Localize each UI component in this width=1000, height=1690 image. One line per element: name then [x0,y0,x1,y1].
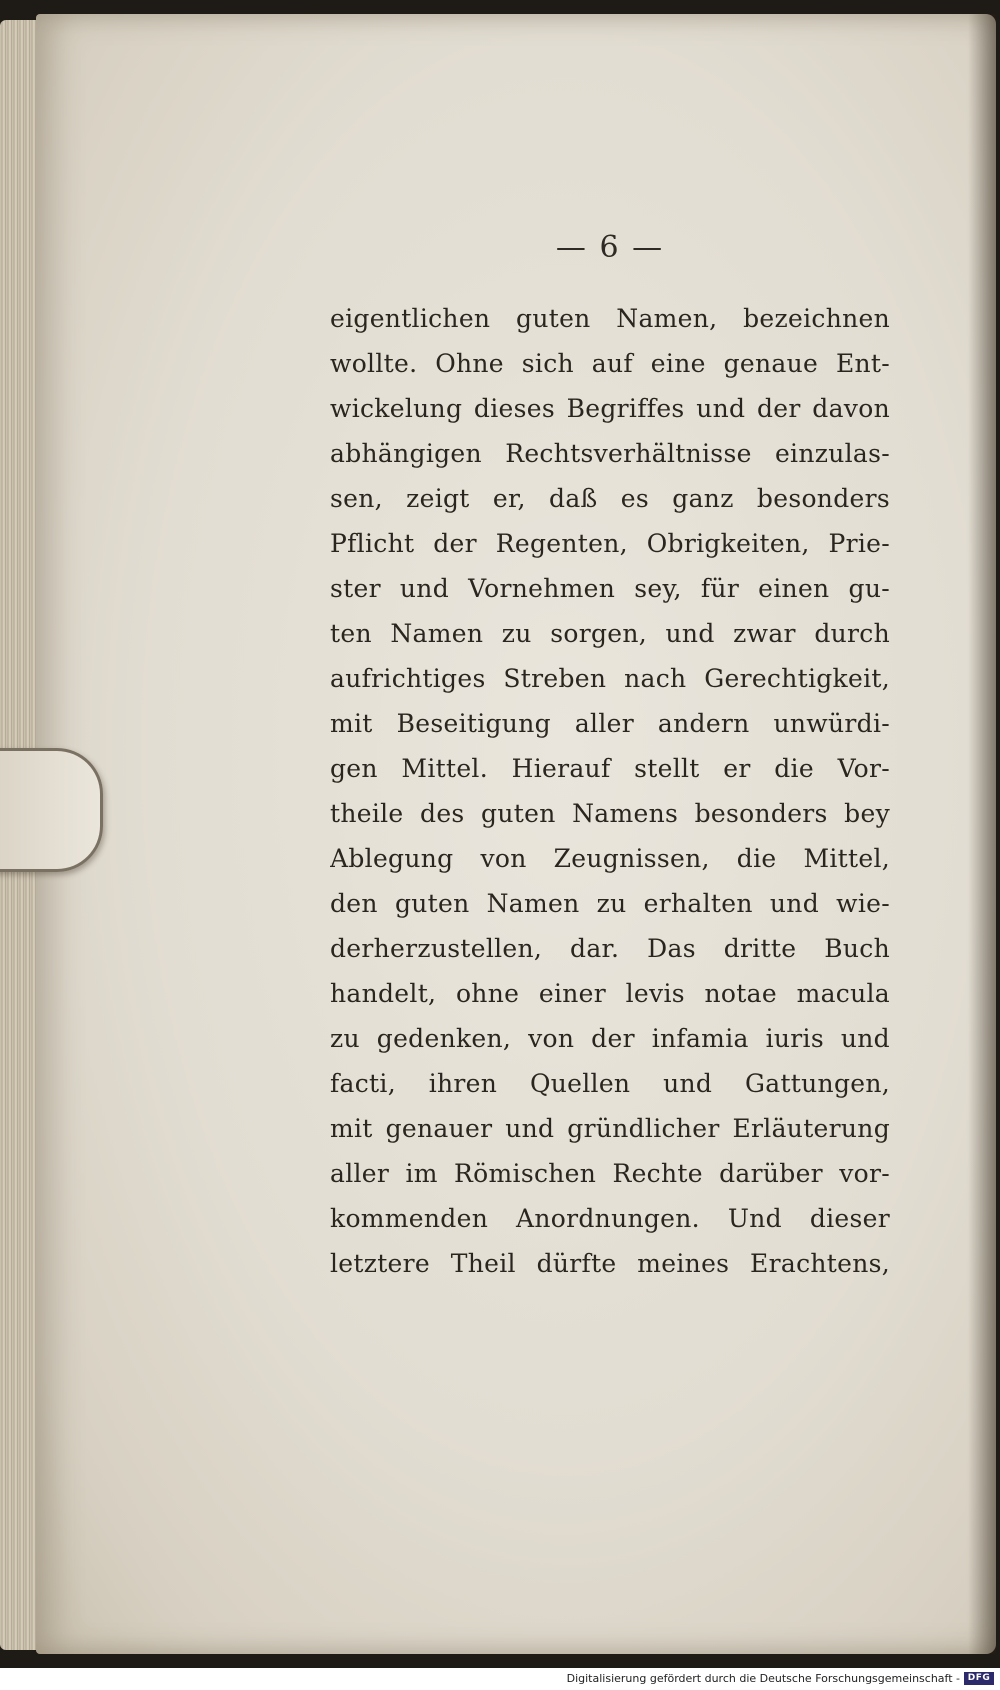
text-line: ten Namen zu sorgen, und zwar durch [330,619,890,648]
text-line: wollte. Ohne sich auf eine genaue Ent- [330,349,890,378]
text-line: den guten Namen zu erhalten und wie- [330,889,890,918]
text-line: Ablegung von Zeugnissen, die Mittel, [330,844,890,873]
text-line: gen Mittel. Hierauf stellt er die Vor- [330,754,890,783]
footer-bar [0,1668,1000,1690]
text-line: handelt, ohne einer levis notae macula [330,979,890,1008]
footer-credit: Digitalisierung gefördert durch die Deutsche Forschungsgemeinschaft - [566,1672,960,1685]
body-text [330,296,890,1286]
text-line: sen, zeigt er, daß es ganz besonders [330,484,890,513]
text-line: abhängigen Rechtsverhältnisse einzulas- [330,439,890,468]
text-line: Pflicht der Regenten, Obrigkeiten, Prie- [330,529,890,558]
text-line: ster und Vornehmen sey, für einen gu- [330,574,890,603]
text-line: facti, ihren Quellen und Gattungen, [330,1069,890,1098]
bookmark-tab [0,748,103,872]
text-line: kommenden Anordnungen. Und dieser [330,1204,890,1233]
text-line: mit genauer und gründlicher Erläuterung [330,1114,890,1143]
text-line: aufrichtiges Streben nach Gerechtigkeit, [330,664,890,693]
text-line: letztere Theil dürfte meines Erachtens, [330,1249,890,1278]
spine-shadow [968,14,996,1654]
text-line: derherzustellen, dar. Das dritte Buch [330,934,890,963]
text-line: mit Beseitigung aller andern unwürdi- [330,709,890,738]
text-line: aller im Römischen Rechte darüber vor- [330,1159,890,1188]
text-line: eigentlichen guten Namen, bezeichnen [330,304,890,333]
text-line: theile des guten Namens besonders bey [330,799,890,828]
dfg-logo-icon: DFG [964,1672,994,1685]
text-line: wickelung dieses Begriffes und der davon [330,394,890,423]
page-number: — 6 — [555,230,665,265]
text-line: zu gedenken, von der infamia iuris und [330,1024,890,1053]
